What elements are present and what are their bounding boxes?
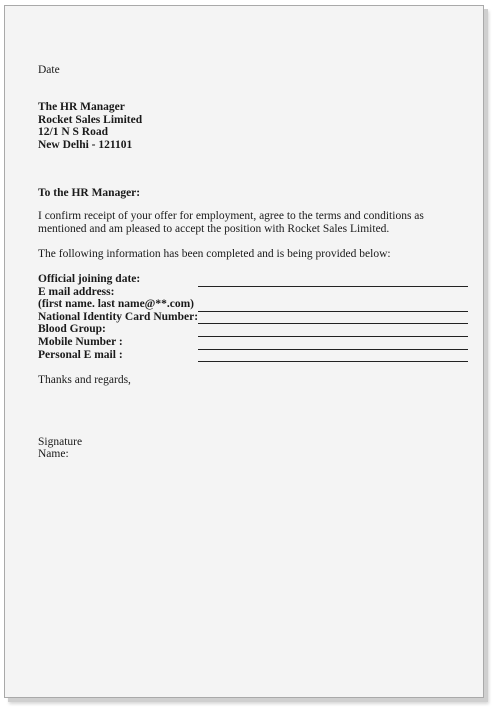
field-label: E mail address: (38, 285, 115, 298)
recipient-line-1: The HR Manager (38, 101, 125, 113)
acceptance-paragraph: I confirm receipt of your offer for employment, agree to the terms and conditions as mentioned and am pleased to accept the position with Rocket Sales Limited. (38, 210, 424, 235)
field-national-id (38, 311, 468, 324)
closing: Thanks and regards, (38, 374, 131, 386)
field-label: (first name. last name@**.com) (38, 298, 195, 311)
signature-label: Signature (38, 436, 83, 448)
salutation: To the HR Manager: (38, 187, 141, 199)
field-email-format (38, 298, 468, 311)
info-fields (38, 273, 468, 361)
field-personal-email (38, 349, 468, 362)
letter-page (4, 5, 484, 698)
field-label: Personal E mail : (38, 348, 123, 361)
field-label: Mobile Number : (38, 335, 123, 348)
field-mobile-number (38, 336, 468, 349)
recipient-line-2: Rocket Sales Limited (38, 113, 143, 126)
name-label: Name: (38, 448, 69, 460)
recipient-address (38, 101, 142, 151)
info-intro-paragraph: The following information has been completed and is being provided below: (38, 248, 391, 260)
date-label: Date (38, 64, 60, 76)
field-label: Official joining date: (38, 273, 141, 285)
recipient-line-3: 12/1 N S Road (38, 126, 108, 138)
field-label: Blood Group: (38, 323, 106, 336)
fill-in-line[interactable] (198, 361, 468, 362)
field-email-address (38, 286, 468, 299)
field-joining-date (38, 273, 468, 286)
recipient-line-4: New Delhi - 121101 (38, 138, 133, 151)
field-label: National Identity Card Number: (38, 310, 199, 323)
field-blood-group (38, 323, 468, 336)
